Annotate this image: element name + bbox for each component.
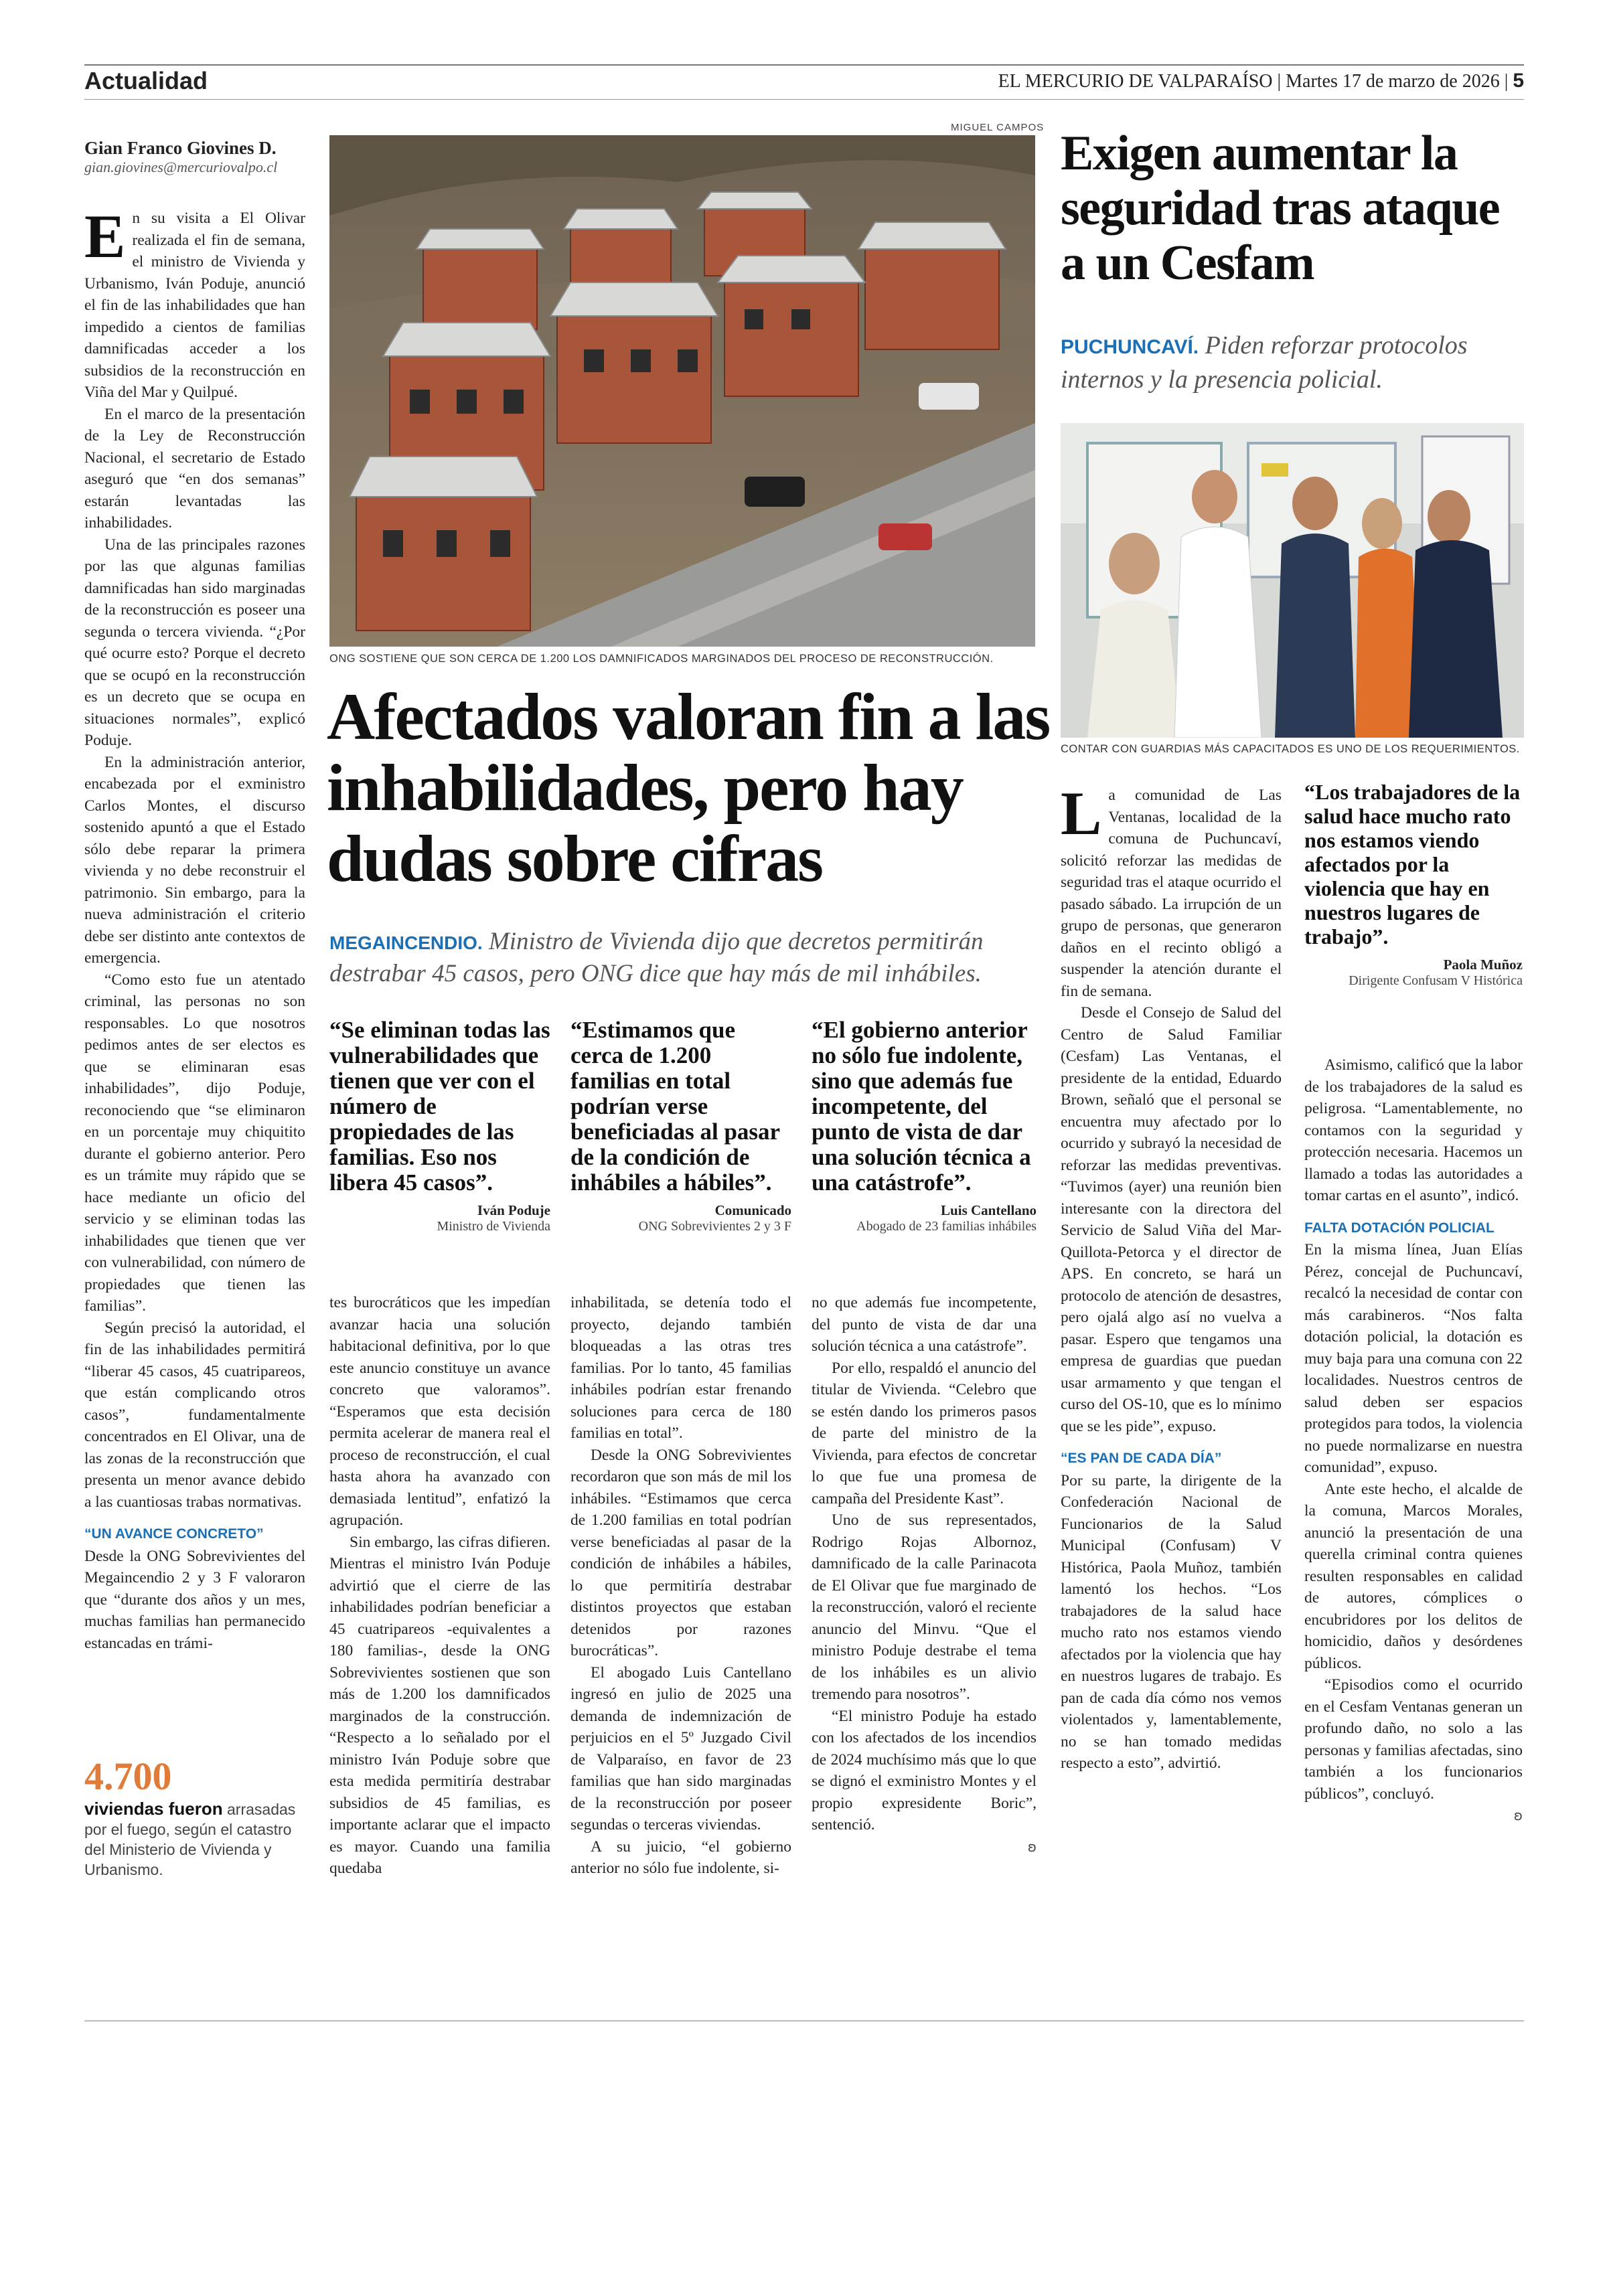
paragraph: n su visita a El Olivar realizada el fin de semana, el ministro de Vivienda y Urbanismo, Iván Poduje, anunció el fin de las inhabilidades que han impedido a cientos de familias damnificadas acceder a los subsidios de la reconstrucción en Viña del Mar y Quilpué.: [84, 210, 305, 401]
subheading: FALTA DOTACIÓN POLICIAL: [1304, 1220, 1495, 1236]
paragraph: Ante este hecho, el alcalde de la comuna, Marcos Morales, anunció la presentación de una querella criminal contra quienes resulten responsables en calidad de autores, cómplices o encubridores por los delitos de homicidio, daños y desórdenes públicos.: [1304, 1480, 1523, 1672]
side-deck: [1061, 329, 1529, 396]
main-deck: [329, 926, 1039, 989]
pull-quote: [570, 1017, 791, 1234]
header-bottom-rule: [84, 99, 1524, 100]
newspaper-name: EL MERCURIO DE VALPARAÍSO: [998, 71, 1273, 92]
quote-role: Abogado de 23 familias inhábiles: [856, 1219, 1037, 1234]
side-photo-caption: CONTAR CON GUARDIAS MÁS CAPACITADOS ES UNO DE LOS REQUERIMIENTOS.: [1061, 743, 1520, 755]
side-kicker: PUCHUNCAVÍ.: [1061, 336, 1199, 358]
stat-description: [84, 1799, 305, 1880]
side-dropcap: L: [1061, 779, 1102, 847]
photo-credit: MIGUEL CAMPOS: [951, 122, 1045, 133]
quote-text: “Los trabajadores de la salud hace mucho rato nos estamos viendo afectados por la violencia que hay en nuestros lugares de trabajo”.: [1304, 780, 1521, 949]
subheading: “UN AVANCE CONCRETO”: [84, 1526, 264, 1542]
dropcap: E: [84, 202, 126, 270]
housing-photo-illustration: [329, 135, 1035, 647]
stat-box: [84, 1754, 305, 1880]
end-mark-icon: ʚ: [1027, 1838, 1037, 1855]
header-top-rule: [84, 64, 1524, 66]
side-column-2: [1304, 1054, 1523, 1827]
quote-text: “Estimamos que cerca de 1.200 familias en total podrían verse beneficiadas al pasar de la condición de inhábiles a hábiles”.: [570, 1017, 780, 1196]
main-column-4: [812, 1292, 1037, 1858]
side-deck-text: Piden reforzar protocolos internos y la presencia policial.: [1061, 331, 1468, 394]
stat-number: 4.700: [84, 1754, 172, 1798]
page-number: 5: [1513, 70, 1524, 92]
paragraph: Uno de sus representados, Rodrigo Rojas Albornoz, damnificado de la calle Parinacota de El Olivar que fue marginado de la reconstrucción, valoró el reciente anuncio del Minvu. “Que el ministro Poduje destrabe el tema de los inhábiles es un alivio tremendo para nosotros”.: [812, 1511, 1037, 1703]
pull-quote: [329, 1017, 550, 1234]
paragraph: A su juicio, “el gobierno anterior no sólo fue indolente, si-: [570, 1837, 791, 1877]
paragraph: En la misma línea, Juan Elías Pérez, concejal de Puchuncaví, recalcó la necesidad de contar con más carabineros. “Nos falta dotación policial, la dotación es muy baja para una comuna con 22 localidades. Nuestros centros de salud deben ser espacios protegidos para todos, la violencia no puede normalizarse en nuestra comunidad”, expuso.: [1304, 1241, 1523, 1476]
paragraph: Desde el Consejo de Salud del Centro de Salud Familiar (Cesfam) Las Ventanas, el presidente de la entidad, Eduardo Brown, señaló que el personal se encuentra muy afectado por lo ocurrido y subrayó la necesidad de reforzar las medidas preventivas. “Tuvimos (ayer) una reunión bien interesante con la directora del Servicio de Salud Viña del Mar-Quillota-Petorca y el director de APS. En concreto, se hará un protocolo de atención de desastres, pero ojalá algo así no vuelva a pasar. Espero que tengamos una empresa de guardias que puedan usar armamento y que tengan el curso del OS-10, que es lo mínimo que se les pide”, expuso.: [1061, 1004, 1282, 1435]
side-photo: [1061, 423, 1524, 738]
paragraph: Una de las principales razones por las que algunas familias damnificadas han sido marginadas de la reconstrucción es poseer una segunda o tercera vivienda. “¿Por qué ocurre esto? Porque el decreto que se ocupó en la reconstrucción es un decreto que se ocupa en situaciones normales”, explicó Poduje.: [84, 536, 305, 749]
subheading: “ES PAN DE CADA DÍA”: [1061, 1451, 1222, 1466]
quote-author: Comunicado: [714, 1202, 791, 1218]
paragraph: inhabilitada, se detenía todo el proyecto, dejando también bloqueadas a las otras tres familias. Por lo tanto, 45 familias inhábiles podrían estar frenando soluciones para cerca de 180 familias en total”.: [570, 1294, 791, 1442]
paragraph: no que además fue incompetente, del punto de vista de dar una solución técnica a una catástrofe”.: [812, 1294, 1037, 1355]
quote-text: “El gobierno anterior no sólo fue indolente, sino que además fue incompetente, del punto de vista de dar una solución técnica a una catástrofe”.: [812, 1017, 1031, 1196]
paragraph: El abogado Luis Cantellano ingresó en julio de 2025 una demanda de indemnización de perjuicios en el 5º Juzgado Civil de Valparaíso, en favor de 23 familias que han sido marginadas de la reconstrucción por poseer segundas o terceras viviendas.: [570, 1663, 791, 1833]
paragraph: Por ello, respaldó el anuncio del titular de Vivienda. “Celebro que se estén dando los primeros pasos de parte del ministro de la Vivienda, para efectos de concretar lo que fue una promesa de campaña del Presidente Kast”.: [812, 1359, 1037, 1507]
section-label: Actualidad: [84, 67, 208, 94]
paragraph: Desde la ONG Sobrevivientes del Megaincendio 2 y 3 F valoraron que “durante dos años y un mes, muchas familias han permanecido estancadas en trámi-: [84, 1547, 305, 1652]
paragraph: En la administración anterior, encabezada por el exministro Carlos Montes, el discurso sostenido apuntó a que el Estado sólo debe reparar la primera vivienda y no debe reconstruir el patrimonio. Sin embargo, para la nueva administración el criterio debe ser distinto ante contextos de emergencia.: [84, 753, 305, 967]
issue-date: Martes 17 de marzo de 2026: [1286, 71, 1500, 92]
masthead: EL MERCURIO DE VALPARAÍSO | Martes 17 de marzo de 2026 | 5: [998, 70, 1524, 92]
quote-role: ONG Sobrevivientes 2 y 3 F: [638, 1219, 791, 1234]
quote-role: Dirigente Confusam V Histórica: [1349, 973, 1523, 988]
footer-rule: [84, 2020, 1524, 2022]
photo-caption: ONG SOSTIENE QUE SON CERCA DE 1.200 LOS DAMNIFICADOS MARGINADOS DEL PROCESO DE RECONSTRUCCIÓN.: [329, 653, 994, 665]
byline: [84, 138, 305, 176]
paragraph: Por su parte, la dirigente de la Confederación Nacional de Funcionarios de la Salud Municipal (Confusam) V Histórica, Paola Muñoz, también lamentó los hechos. “Los trabajadores de la salud hace mucho rato nos estamos viendo afectados por la violencia que hay en nuestros lugares de trabajo. Es pan de cada día cómo nos vemos violentados y, lamentablemente, no se han tomado medidas respecto a esto”, advirtió.: [1061, 1471, 1282, 1772]
side-pull-quote: [1304, 780, 1523, 989]
paragraph: Sin embargo, las cifras difieren. Mientras el ministro Iván Poduje advirtió que el cierre de las inhabilidades podrían beneficiar a 45 cuatripareos -equivalentes a 180 familias-, desde la ONG Sobrevivientes sostienen que son más de 1.200 los damnificados marginados de la construcción. “Respecto a lo señalado por el ministro Iván Poduje sobre que esta medida permitiría destrabar subsidios de 45 familias, es importante aclarar que el impacto es mayor. Cuando una familia quedaba: [329, 1533, 550, 1877]
quote-text: “Se eliminan todas las vulnerabilidades que tienen que ver con el número de propiedades de las familias. Eso nos libera 45 casos”.: [329, 1017, 550, 1196]
side-column-1: [1061, 779, 1282, 1775]
main-column-3: [570, 1292, 791, 1880]
meeting-photo-illustration: [1061, 423, 1524, 738]
paragraph: “El ministro Poduje ha estado con los afectados de los incendios de 2024 muchísimo más que lo que se dignó el exministro Montes y el propio expresidente Boric”, sentenció.: [812, 1707, 1037, 1833]
quote-role: Ministro de Vivienda: [437, 1219, 550, 1234]
paragraph: Desde la ONG Sobrevivientes recordaron que son más de mil los inhábiles. “Estimamos que cerca de 1.200 familias en total podrían verse beneficiadas al pasar de la condición de inhábiles a hábiles, lo que permitiría destrabar distintos proyectos que estaban detenidos por razones burocráticas”.: [570, 1446, 791, 1659]
pull-quote: [812, 1017, 1037, 1234]
main-headline: Afectados valoran fin a las inhabilidades, pero hay dudas sobre cifras: [327, 679, 1050, 896]
quote-author: Iván Poduje: [477, 1202, 550, 1218]
quote-author: Luis Cantellano: [941, 1202, 1037, 1218]
main-column-2: [329, 1292, 550, 1880]
author-email: gian.giovines@mercuriovalpo.cl: [84, 159, 278, 175]
paragraph: a comunidad de Las Ventanas, localidad de la comuna de Puchuncaví, solicitó reforzar las medidas de seguridad tras el ataque ocurrido el pasado sábado. La irrupción de un grupo de personas, que generaron daños en el recinto obligó a suspender la atención durante el fin de semana.: [1061, 787, 1282, 1000]
stat-bold: viviendas fueron: [84, 1799, 223, 1819]
paragraph: Asimismo, calificó que la labor de los trabajadores de la salud es peligrosa. “Lamentablemente, no contamos con la seguridad y protección necesaria. Hacemos un llamado a todas las autoridades a tomar cartas en el asunto”, indicó.: [1304, 1056, 1523, 1204]
paragraph: tes burocráticos que les impedían avanzar hacia una solución habitacional definitiva, por lo que este anuncio constituye un avance concreto que valoramos”. “Esperamos que esta decisión permita acelerar de manera real el proceso de reconstrucción, el cual hasta ahora ha avanzado con demasiada lentitud”, enfatizó la agrupación.: [329, 1294, 550, 1529]
paragraph: “Episodios como el ocurrido en el Cesfam Ventanas generan un profundo daño, no solo a las personas y familias afectadas, sino también a los funcionarios públicos”, concluyó.: [1304, 1676, 1523, 1803]
quote-author: Paola Muñoz: [1443, 957, 1523, 973]
stat-text: arrasadas por el fuego, según el catastro del Ministerio de Vivienda y Urbanismo.: [84, 1801, 296, 1878]
kicker: MEGAINCENDIO.: [329, 932, 483, 953]
end-mark-icon: ʚ: [1513, 1807, 1523, 1823]
deck-text: Ministro de Vivienda dijo que decretos permitirán destrabar 45 casos, pero ONG dice que hay más de mil inhábiles.: [329, 928, 984, 987]
paragraph: Según precisó la autoridad, el fin de las inhabilidades permitirá “liberar 45 casos, 45 cuatripareos, que están complicando otros casos”, fundamentalmente concentrados en El Olivar, una de las zonas de la reconstrucción que presenta un menor avance debido a las cuantiosas trabas normativas.: [84, 1319, 305, 1511]
author-name: Gian Franco Giovines D.: [84, 138, 277, 158]
paragraph: “Como esto fue un atentado criminal, las personas no son responsables. Lo que nosotros pedimos antes de ser electos es que se eliminaran esas inhabilidades”, dijo Poduje, reconociendo que “se eliminaron en un porcentaje muy chiquitito durante el gobierno anterior. Pero es un trámite muy rápido que se hace mediante un oficio del servicio y se eliminan todas las inhabilidades que tienen que ver con vulnerabilidad, con número de propiedades que tienen las familias”.: [84, 971, 305, 1315]
side-headline: Exigen aumentar la seguridad tras ataque a un Cesfam: [1061, 126, 1500, 291]
main-photo: [329, 135, 1035, 647]
main-column-1: [84, 202, 305, 1654]
paragraph: En el marco de la presentación de la Ley de Reconstrucción Nacional, el secretario de Estado aseguró que “en dos semanas” estarán levantadas las inhabilidades.: [84, 405, 305, 531]
